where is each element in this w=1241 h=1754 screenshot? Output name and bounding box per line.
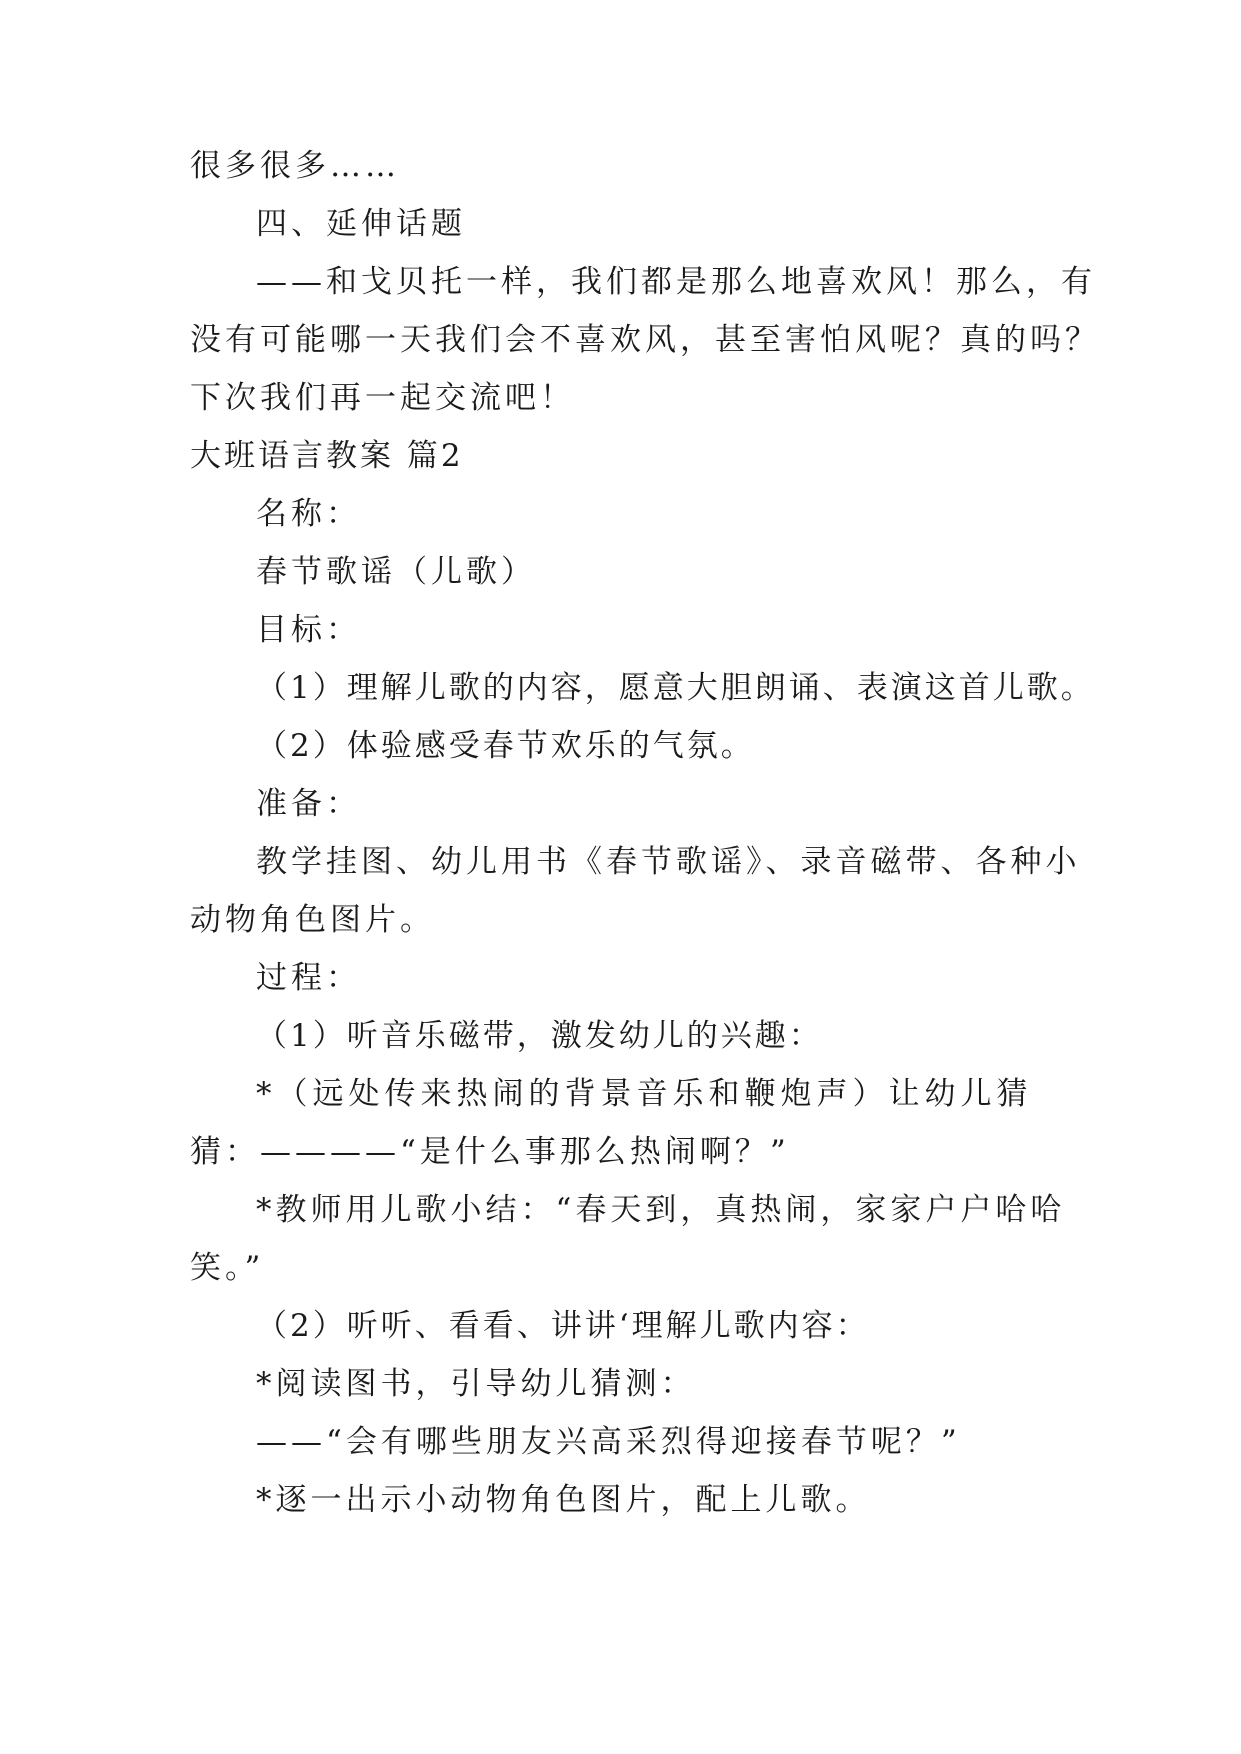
text-line: ——和戈贝托一样，我们都是那么地喜欢风！那么，有 bbox=[256, 264, 1096, 300]
text-line: *阅读图书，引导幼儿猜测： bbox=[256, 1366, 696, 1402]
text-line: （2）体验感受春节欢乐的气氛。 bbox=[256, 728, 755, 764]
text-line: *教师用儿歌小结：“春天到，真热闹，家家户户哈哈 bbox=[256, 1192, 1066, 1228]
text-line: （1）理解儿歌的内容，愿意大胆朗诵、表演这首儿歌。 bbox=[256, 670, 1095, 706]
text-line: （1）听音乐磁带，激发幼儿的兴趣： bbox=[256, 1018, 823, 1054]
text-line: 准备： bbox=[256, 786, 361, 822]
text-line: 猜：————“是什么事那么热闹啊？” bbox=[190, 1134, 790, 1170]
text-line: 教学挂图、幼儿用书《春节歌谣》、录音磁带、各种小 bbox=[256, 844, 1081, 880]
section-heading: 四、延伸话题 bbox=[256, 206, 466, 242]
text-line: （2）听听、看看、讲讲‘理解儿歌内容： bbox=[256, 1308, 870, 1344]
text-line: 很多很多…… bbox=[190, 148, 400, 184]
text-line: 笑。” bbox=[190, 1250, 265, 1286]
text-line: *（远处传来热闹的背景音乐和鞭炮声）让幼儿猜 bbox=[256, 1076, 1033, 1112]
text-line: *逐一出示小动物角色图片，配上儿歌。 bbox=[256, 1482, 871, 1518]
text-line: 下次我们再一起交流吧！ bbox=[190, 380, 575, 416]
document-title: 大班语言教案 篇2 bbox=[190, 438, 464, 474]
text-line: 过程： bbox=[256, 960, 361, 996]
text-line: ——“会有哪些朋友兴高采烈得迎接春节呢？” bbox=[256, 1424, 961, 1460]
text-line: 没有可能哪一天我们会不喜欢风，甚至害怕风呢？真的吗？ bbox=[190, 322, 1100, 358]
text-line: 动物角色图片。 bbox=[190, 902, 435, 938]
text-line: 目标： bbox=[256, 612, 361, 648]
text-line: 名称： bbox=[256, 496, 361, 532]
text-line: 春节歌谣（儿歌） bbox=[256, 554, 536, 590]
